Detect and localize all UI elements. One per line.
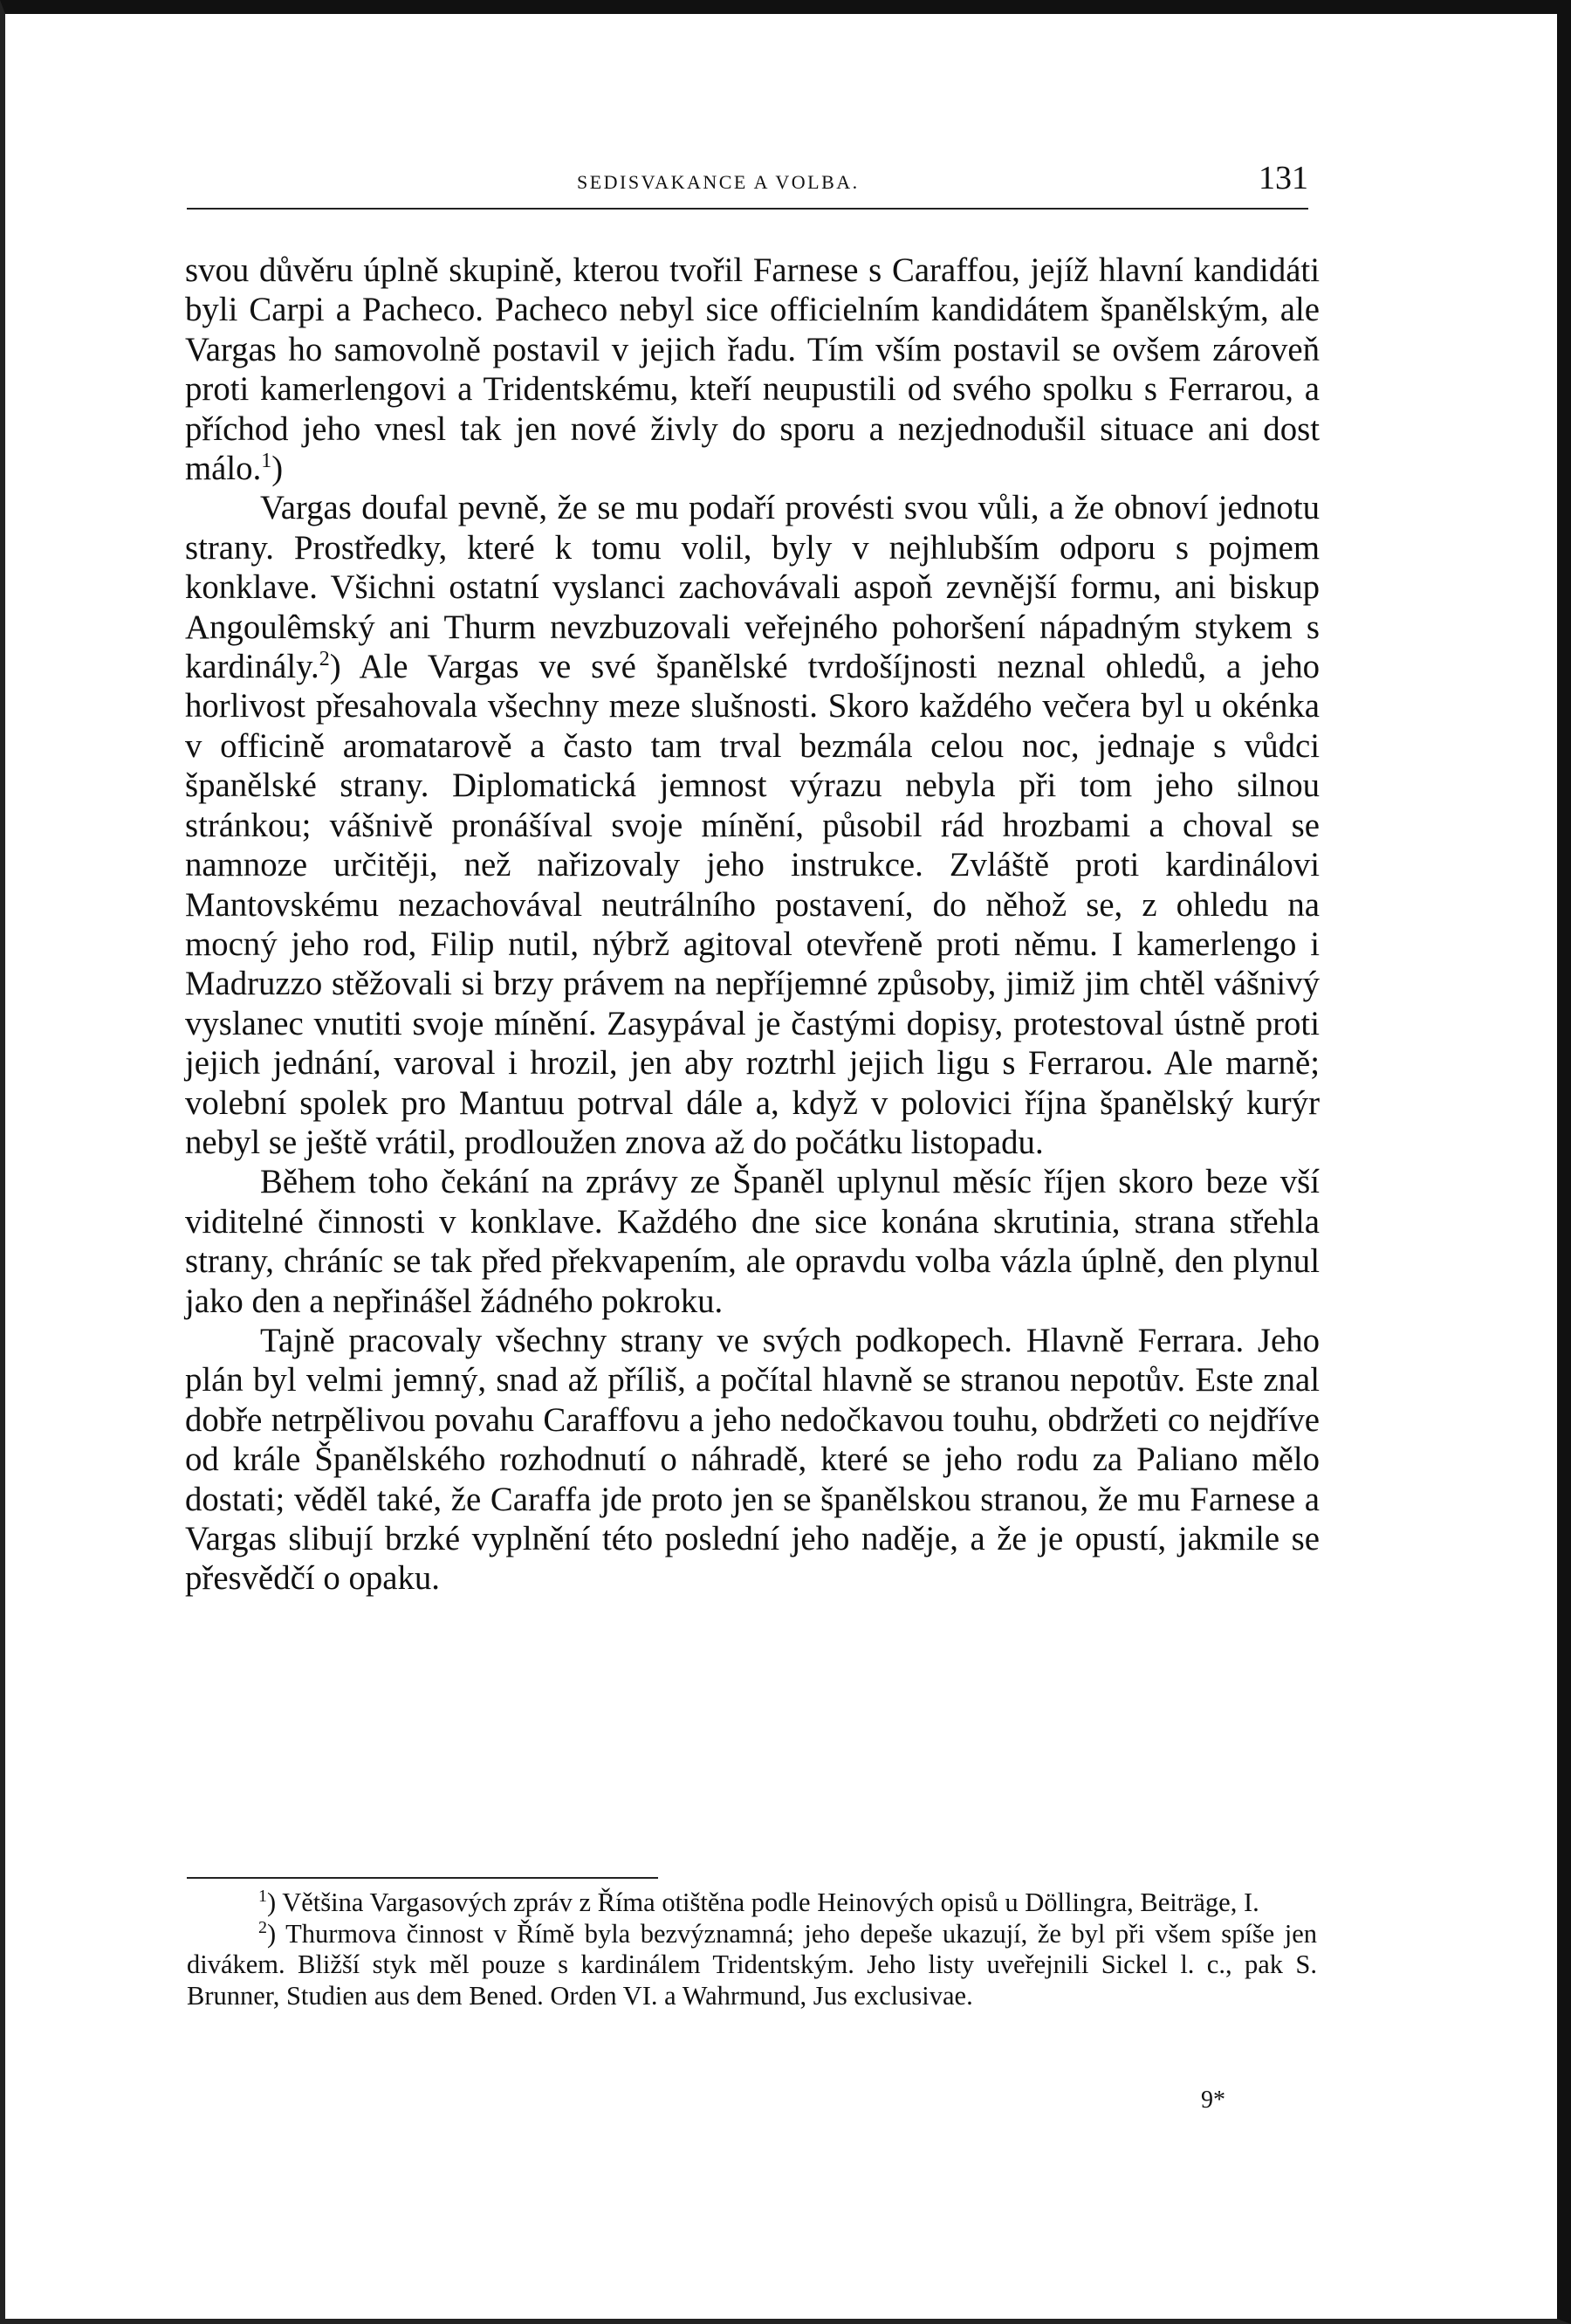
footnote-1 bbox=[187, 1887, 1317, 1919]
footnote-ref-2-close: ) bbox=[329, 648, 341, 686]
footnote-2-mark-close: ) bbox=[267, 1918, 277, 1949]
signature-mark: 9* bbox=[1201, 2087, 1225, 2114]
footnote-ref-1-close: ) bbox=[271, 450, 284, 488]
footnotes bbox=[187, 1887, 1317, 2011]
paragraph-2 bbox=[185, 488, 1320, 1162]
footnote-ref-2: 2 bbox=[319, 648, 330, 671]
footnote-divider bbox=[187, 1877, 658, 1879]
paragraph-2-text-a: Vargas doufal pevně, že se mu podaří provésti svou vůli, a že obnoví jednotu strany. Prostředky, které k tomu volil, byly v nejhlubším odporu s pojmem konklave. Všichni ostatní vyslanci zachovávali aspoň zevnější formu, ani biskup Angoulêmský ani Thurm nevzbuzovali veřejného pohoršení nápadným stykem s kardinály. bbox=[185, 489, 1320, 686]
footnote-ref-1: 1 bbox=[261, 450, 272, 473]
paragraph-4: Tajně pracovaly všechny strany ve svých podkopech. Hlavně Ferrara. Jeho plán byl velmi jemný, snad až příliš, a počítal hlavně se stranou nepotův. Este znal dobře netrpělivou povahu Caraffovu a jeho nedočkavou touhu, obdržeti co nejdříve od krále Španělského rozhodnutí o náhradě, které se jeho rodu za Paliano mělo dostati; věděl také, že Caraffa jde proto jen se španělskou stranou, že mu Farnese a Vargas slibují brzké vyplnění této poslední jeho naděje, a že je opustí, jakmile se přesvědčí o opaku. bbox=[185, 1321, 1320, 1598]
main-text bbox=[185, 251, 1320, 1599]
footnote-1-mark-close: ) bbox=[267, 1887, 277, 1917]
paragraph-2-text-b: Ale Vargas ve své španělské tvrdošíjnosti neznal ohledů, a jeho horlivost přesahovala všechny meze slušnosti. Skoro každého večera byl u okénka v officině aromatarově a často tam trval bezmála celou noc, jednaje s vůdci španělské strany. Diplomatická jemnost výrazu nebyla při tom jeho silnou stránkou; vášnivě pronášíval svoje mínění, působil rád hrozbami a choval se namnoze určitěji, než nařizovaly jeho instrukce. Zvláště proti kardinálovi Mantovskému nezachovával neutrálního postavení, do něhož se, z ohledu na mocný jeho rod, Filip nutil, nýbrž agitoval otevřeně proti němu. I kamerlengo i Madruzzo stěžovali si brzy právem na nepříjemné způsoby, jimiž jim chtěl vášnivý vyslanec vnutiti svoje mínění. Zasypával je častými dopisy, protestoval ústně proti jejich jednání, varoval i hrozil, jen aby roztrhl jejich ligu s Ferrarou. Ale marně; volební spolek pro Mantuu potrval dále a, když v polovici října španělský kurýr nebyl se ještě vrátil, prodloužen znova až do počátku listopadu. bbox=[185, 648, 1320, 1161]
footnote-2 bbox=[187, 1919, 1317, 2012]
paragraph-1 bbox=[185, 251, 1320, 488]
running-head: SEDISVAKANCE A VOLBA. bbox=[577, 171, 860, 193]
paragraph-3: Během toho čekání na zprávy ze Španěl uplynul měsíc říjen skoro beze vší viditelné činnosti v konklave. Každého dne sice konána skrutinia, strana střehla strany, chráníc se tak před překvapením, ale opravdu volba vázla úplně, den plynul jako den a nepřinášel žádného pokroku. bbox=[185, 1163, 1320, 1320]
footnote-2-text: Thurmova činnost v Římě byla bezvýznamná; jeho depeše ukazují, že byl při všem spíše jen divákem. Bližší styk měl pouze s kardinálem Tridentským. Jeho listy uveřejnili Sickel l. c., pak S. Brunner, Studien aus dem Bened. Orden VI. a Wahrmund, Jus exclusivae. bbox=[187, 1918, 1317, 2011]
footnote-2-mark: 2 bbox=[258, 1917, 267, 1937]
page-number: 131 bbox=[1259, 160, 1308, 196]
page-header bbox=[187, 159, 1308, 210]
paragraph-1-text: svou důvěru úplně skupině, kterou tvořil Farnese s Caraffou, jejíž hlavní kandidáti byli Carpi a Pacheco. Pacheco nebyl sice officielním kandidátem španělským, ale Vargas ho samovolně postavil v jejich řadu. Tím vším postavil se ovšem zároveň proti kamerlengovi a Tridentskému, kteří neupustili od svého spolku s Ferrarou, a příchod jeho vnesl tak jen nové živly do sporu a nezjednodušil situace ani dost málo. bbox=[185, 251, 1320, 488]
footnote-1-mark: 1 bbox=[258, 1886, 267, 1906]
footnote-1-text: Většina Vargasových zpráv z Říma otištěna podle Heinových opisů u Döllingra, Beiträge, I. bbox=[276, 1887, 1259, 1917]
